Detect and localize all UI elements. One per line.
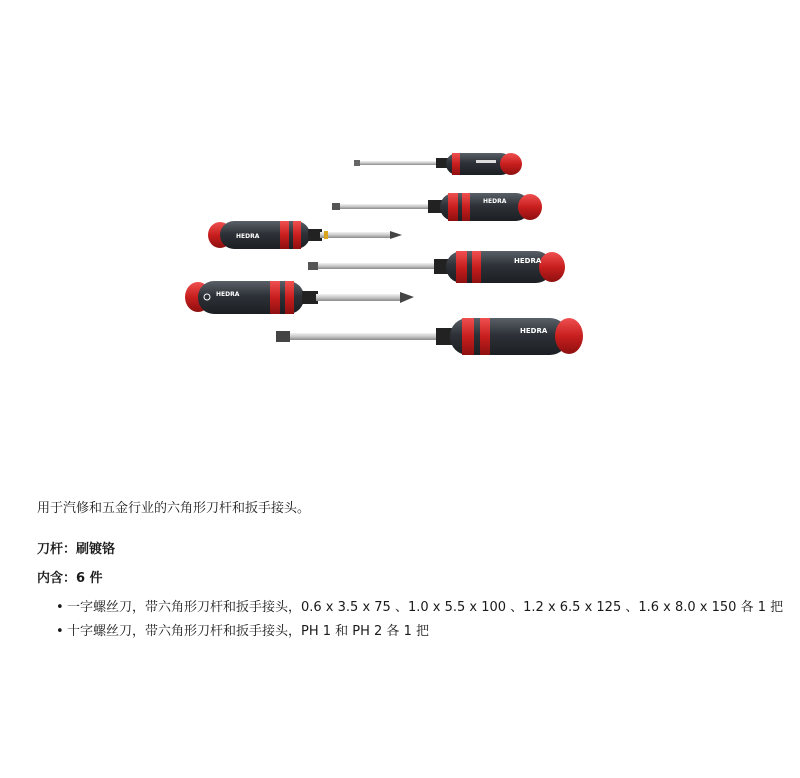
screwdriver-phillips-1 [208,221,402,249]
contents-spec-label: 内含： [37,571,77,586]
screwdriver-phillips-2 [185,281,414,314]
svg-text:HEDRA: HEDRA [514,257,542,265]
product-description: 用于汽修和五金行业的六角形刀杆和扳手接头。 [37,501,311,516]
list-item: • 一字螺丝刀，带六角形刀杆和扳手接头，0.6 x 3.5 x 75 、1.0 x 5.5 x 100 、1.2 x 6.5 x 125 、1.6 x 8.0 x 150 各 1 把 [37,596,783,620]
item-list [37,596,783,644]
contents-spec-value: 6 件 [76,571,103,586]
svg-text:HEDRA: HEDRA [520,327,548,335]
contents-spec [37,570,103,588]
screwdriver-slotted-4 [276,318,583,355]
screwdriver-slotted-2 [332,193,542,221]
list-item: • 十字螺丝刀，带六角形刀杆和扳手接头，PH 1 和 PH 2 各 1 把 [37,620,783,644]
screwdriver-slotted-3 [308,251,565,283]
blade-spec [37,541,115,559]
svg-text:HEDRA: HEDRA [216,291,240,298]
svg-text:HEDRA: HEDRA [236,233,260,240]
screwdriver-slotted-1 [354,153,522,175]
blade-spec-label: 刀杆： [37,542,77,557]
svg-text:HEDRA: HEDRA [483,198,507,205]
blade-spec-value: 刷镀铬 [76,542,116,557]
